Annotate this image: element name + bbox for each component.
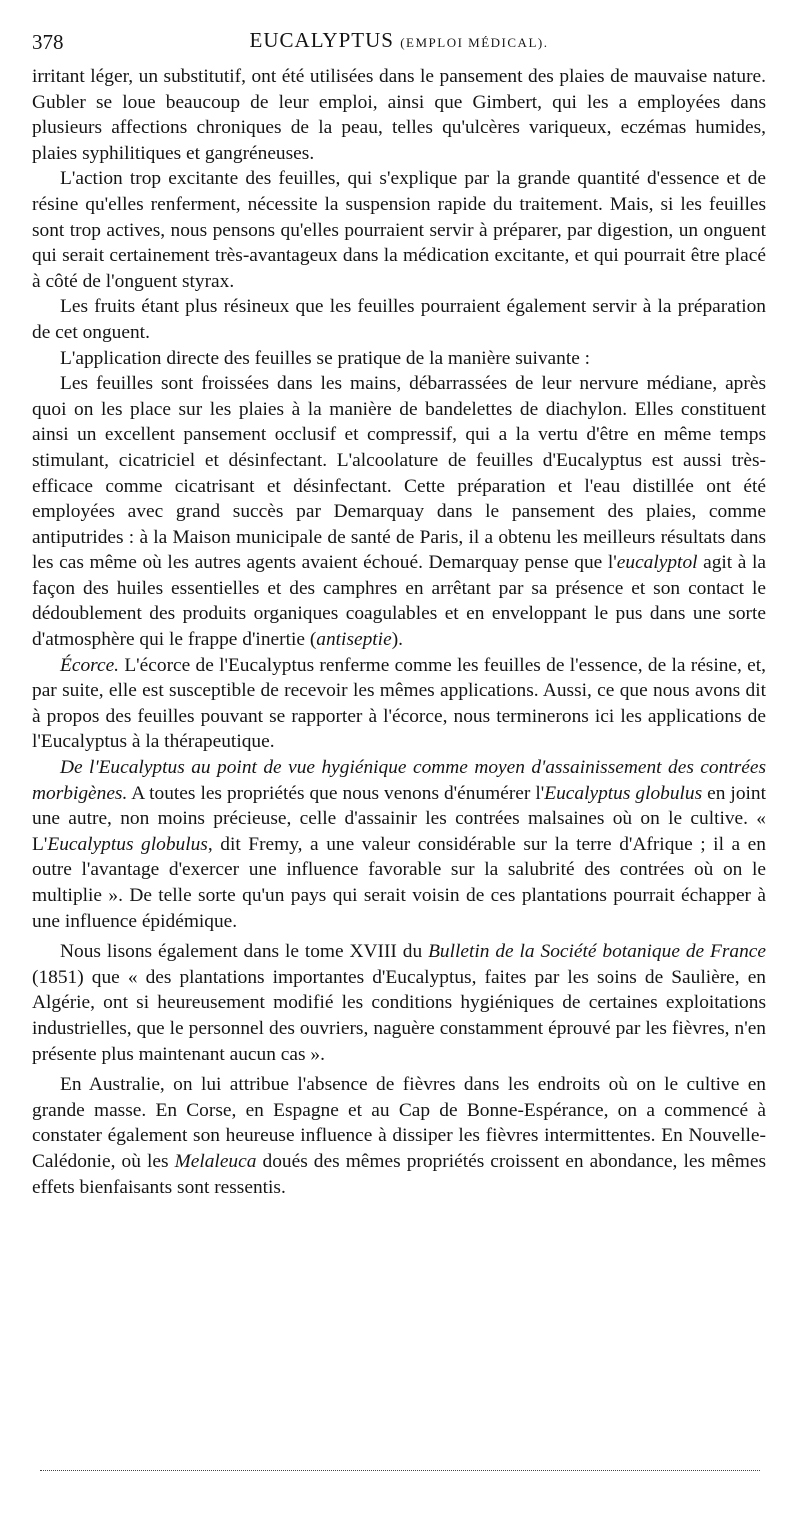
paragraph-ecorce xyxy=(32,653,766,755)
paragraph-continued xyxy=(32,64,766,166)
paragraph-hygienique xyxy=(32,755,766,934)
paragraph-text: ). xyxy=(391,629,403,651)
running-title-main: EUCALYPTUS xyxy=(249,28,394,52)
paragraph-text: En Australie, on lui attribue l'absence de fièvres dans les endroits où on le cultive en grande masse. En Corse, en Espagne et au Cap de Bonne-Espérance, on a commencé à constater également son heureuse influence à dissiper les fièvres intermittentes. En Nouvelle-Calédonie, où les xyxy=(32,1074,766,1172)
italic-term: Eucalyptus globulus xyxy=(47,833,208,855)
footer-dotted-rule xyxy=(40,1470,760,1471)
italic-term: Melaleuca xyxy=(174,1150,257,1172)
running-title-sub: (EMPLOI MÉDICAL). xyxy=(400,35,549,50)
paragraph-application xyxy=(32,346,766,372)
paragraph-fruits xyxy=(32,294,766,345)
paragraph-text: L'écorce de l'Eucalyptus renferme comme les feuilles de l'essence, de la résine, et, par suite, elle est susceptible de recevoir les mêmes applications. Aussi, ce que nous avons dit à propos des feuilles pouvant se rapporter à l'écorce, nous terminerons ici les applications de l'Eucalyptus à la thérapeutique. xyxy=(32,654,766,753)
page-number: 378 xyxy=(32,30,64,54)
paragraph-text: doués des mêmes propriétés croissent en abondance, les mêmes effets bienfaisants sont ressentis. xyxy=(32,1150,767,1198)
italic-term: Eucalyptus globulus xyxy=(544,782,703,804)
paragraph-feuilles-froissees xyxy=(32,371,766,653)
paragraph-text: L'action trop excitante des feuilles, qui s'explique par la grande quantité d'essence et de résine qu'elles renferment, nécessite la suspension rapide du traitement. Mais, si les feuilles sont trop actives, nous pensons qu'elles pourraient servir à préparer, par digestion, un onguent qui serait certainement très-avantageux dans la médication excitante, et qui pourrait être placé à côté de l'onguent styrax. xyxy=(32,168,766,292)
running-title xyxy=(32,28,766,53)
section-heading: Écorce. xyxy=(60,654,120,676)
italic-term: eucalyptol xyxy=(616,552,698,574)
body-text xyxy=(32,64,766,1200)
paragraph-text: L'application directe des feuilles se pratique de la manière suivante : xyxy=(60,347,591,369)
paragraph-text: irritant léger, un substitutif, ont été utilisées dans le pansement des plaies de mauvaise nature. Gubler se loue beaucoup de leur emploi, ainsi que Gimbert, qui les a employées dans plusieurs affections chroniques de la peau, telles qu'ulcères variqueux, eczémas humides, plaies syphilitiques et gangréneuses. xyxy=(32,66,766,164)
paragraph-bulletin xyxy=(32,939,766,1067)
paragraph-text: agit à la façon des huiles essentielles et des camphres en arrêtant par sa présence et son contact le dédoublement des produits organiques coagulables et en enveloppant le pus dans une sorte d'atmosphère qui le frappe d'inertie ( xyxy=(32,552,766,651)
paragraph-text: (1851) que « des plantations importantes d'Eucalyptus, faites par les soins de Saulière, en Algérie, ont si heureusement modifié les conditions hygiéniques de certaines exploitations industrielles, que le personnel des ouvriers, naguère constamment éprouvé par les fièvres, n'en présente plus maintenant aucun cas ». xyxy=(32,966,766,1065)
paragraph-action-feuilles xyxy=(32,166,766,294)
page-header xyxy=(32,28,766,58)
section-heading: De l'Eucalyptus au point de vue hygiénique comme moyen d'assainissement des contrées morbigènes. xyxy=(32,757,766,804)
paragraph-text: Les fruits étant plus résineux que les feuilles pourraient également servir à la préparation de cet onguent. xyxy=(32,296,766,343)
italic-title: Bulletin de la Société botanique de France xyxy=(428,941,766,963)
paragraph-australie xyxy=(32,1072,766,1200)
paragraph-text: Les feuilles sont froissées dans les mains, débarrassées de leur nervure médiane, après quoi on les place sur les plaies à la manière de bandelettes de diachylon. Elles constituent ainsi un excellent pansement occlusif et compressif, qui a la vertu d'être en même temps stimulant, cicatriciel et désinfectant. L'alcoolature de feuilles d'Eucalyptus est aussi très-efficace comme cicatrisant et désinfectant. Cette préparation et l'eau distillée ont été employées avec grand succès par Demarquay dans le pansement des plaies, comme antiputrides : à la Maison municipale de santé de Paris, il a obtenu les meilleurs résultats dans les cas même où les autres agents avaient échoué. Demarquay pense que l' xyxy=(32,373,766,574)
italic-term: antiseptie xyxy=(316,629,392,651)
paragraph-text: en joint une autre, non moins précieuse, celle d'assainir les contrées malsaines où on le cultive. « L' xyxy=(32,782,766,855)
paragraph-text: A toutes les propriétés que nous venons d'énumérer l' xyxy=(127,782,545,804)
paragraph-text: Nous lisons également dans le tome XVIII du xyxy=(60,941,429,963)
paragraph-text: , dit Fremy, a une valeur considérable sur la terre d'Afrique ; il a en outre l'avantage d'exercer une influence favorable sur la salubrité des contrées où on le multiplie ». De telle sorte qu'un pays qui serait voisin de ces plantations pourrait échapper à une influence épidémique. xyxy=(32,833,766,932)
